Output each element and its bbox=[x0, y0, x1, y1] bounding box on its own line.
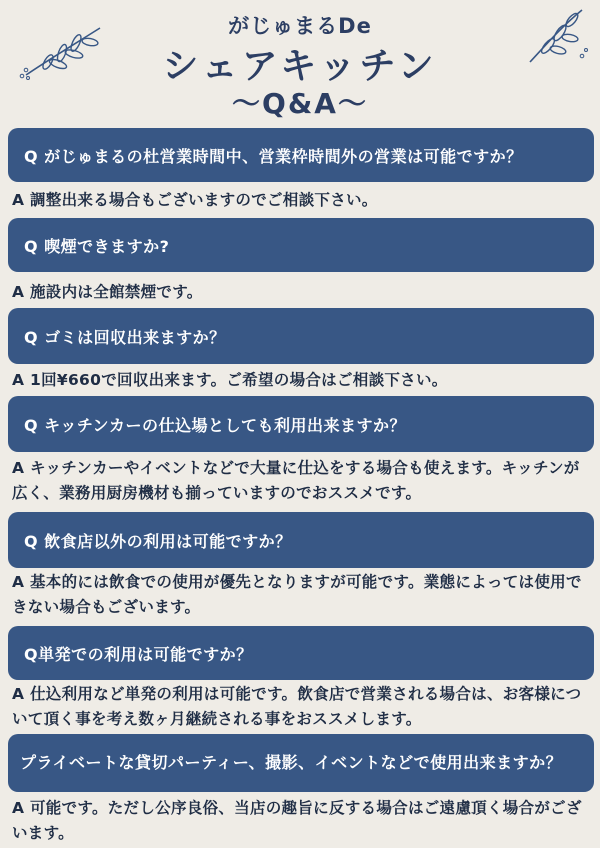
page-title: シェアキッチン bbox=[162, 46, 438, 87]
faq-answer-7: A 可能です。ただし公序良俗、当店の趣旨に反する場合はご遠慮頂く場合がございます。 bbox=[12, 799, 582, 842]
faq-question-1: Q がじゅまるの杜営業時間中、営業枠時間外の営業は可能ですか？ bbox=[8, 128, 594, 182]
faq-answer-1: A 調整出来る場合もございますのでご相談下さい。 bbox=[12, 191, 378, 209]
faq-question-7: プライベートな貸切パーティー、撮影、イベントなどで使用出来ますか？ bbox=[8, 734, 594, 792]
faq-answer-3: A 1回¥660で回収出来ます。ご希望の場合はご相談下さい。 bbox=[12, 371, 448, 389]
page-subtitle: 〜Q&A〜 bbox=[232, 87, 368, 120]
faq-question-3: Q ゴミは回収出来ますか？ bbox=[8, 308, 594, 364]
faq-answer-5: A 基本的には飲食での使用が優先となりますが可能です。業態によっては使用できない場合もございます。 bbox=[12, 573, 582, 616]
faq-answer-4: A キッチンカーやイベントなどで大量に仕込をする場合も使えます。キッチンが広く、業務用厨房機材も揃っていますのでおススメです。 bbox=[12, 459, 580, 502]
brand-line: がじゅまるDe bbox=[228, 14, 372, 38]
faq-question-2: Q 喫煙できますか? bbox=[8, 218, 594, 272]
faq-answer-6: A 仕込利用など単発の利用は可能です。飲食店で営業される場合は、お客様について頂く事を考え数ヶ月継続される事をおススメします。 bbox=[12, 685, 582, 728]
faq-answer-2: A 施設内は全館禁煙です。 bbox=[12, 283, 203, 301]
header bbox=[0, 0, 600, 125]
faq-question-6: Q単発での利用は可能ですか？ bbox=[8, 626, 594, 680]
faq-question-4: Q キッチンカーの仕込場としても利用出来ますか？ bbox=[8, 396, 594, 452]
faq-question-5: Q 飲食店以外の利用は可能ですか？ bbox=[8, 512, 594, 568]
